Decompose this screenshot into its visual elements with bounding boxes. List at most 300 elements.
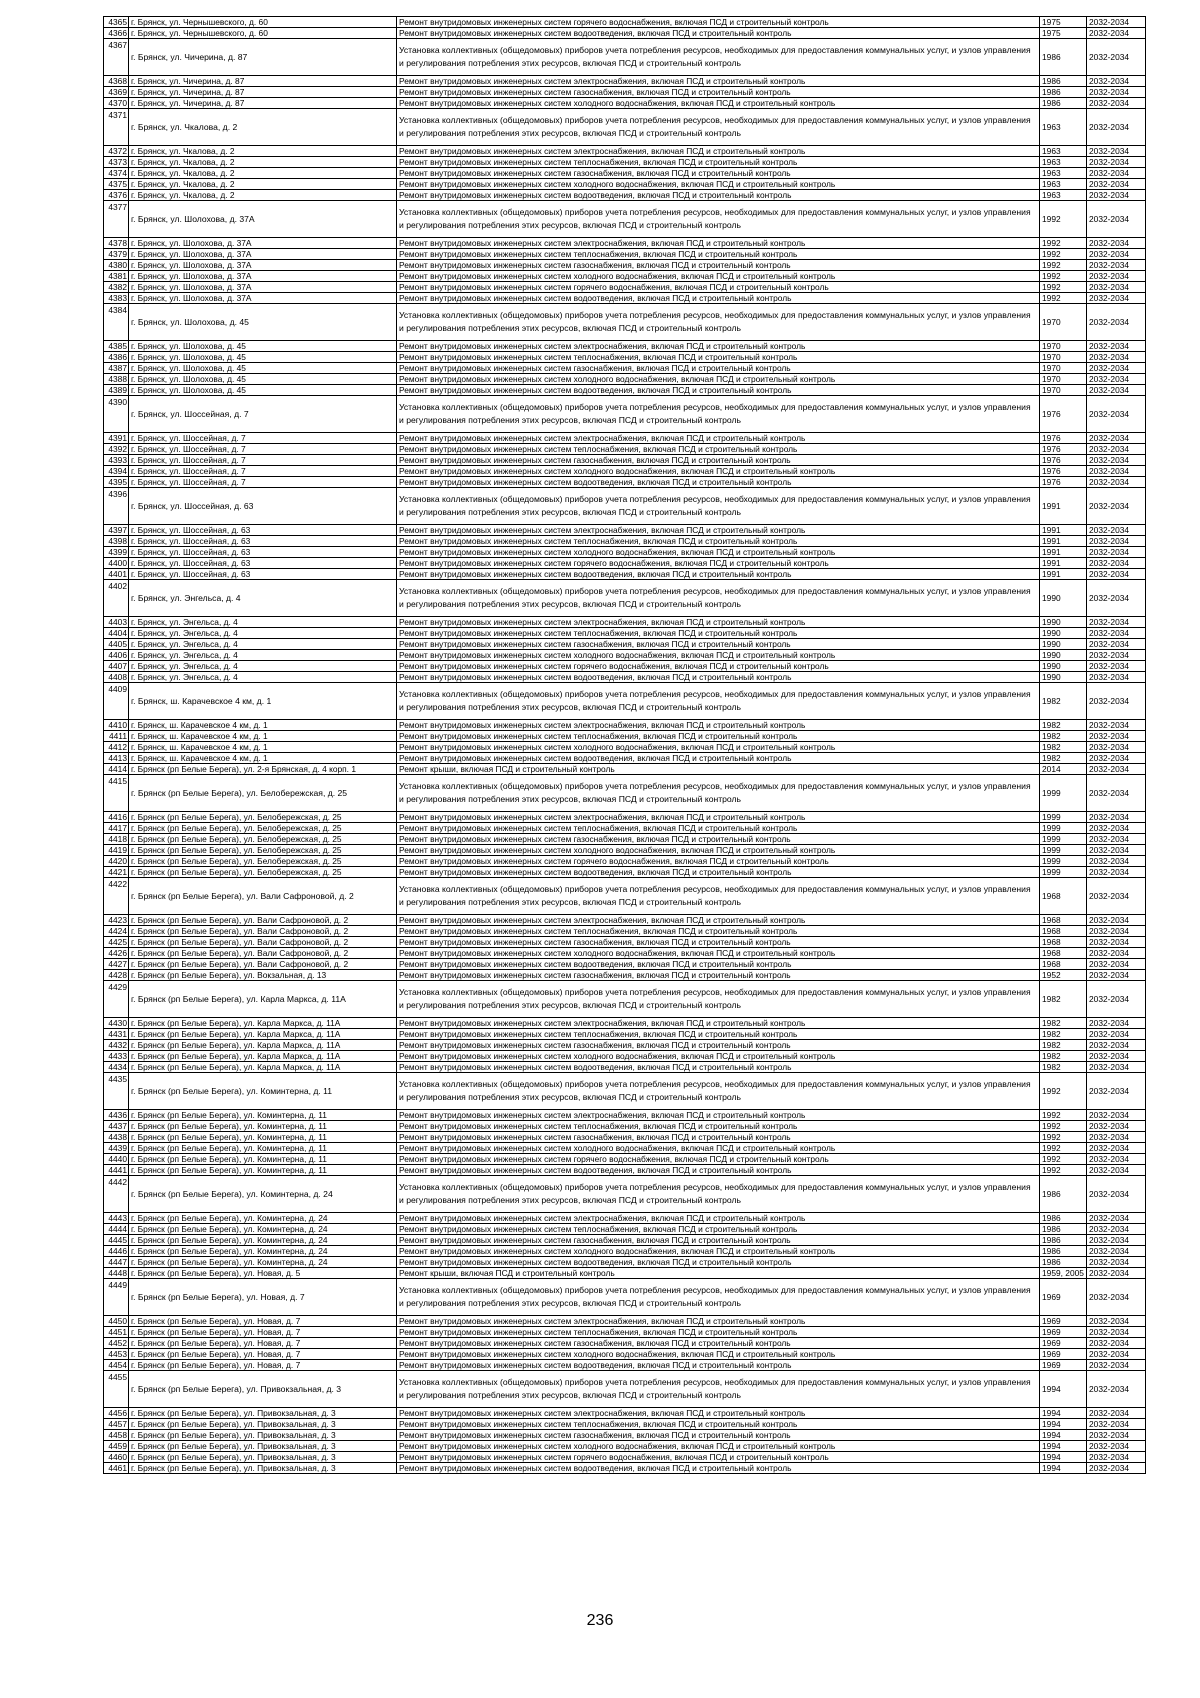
row-number: 4453 xyxy=(104,1349,129,1360)
planned-period-cell: 2032-2034 xyxy=(1087,282,1146,293)
table-row xyxy=(104,1224,1146,1235)
work-type-cell: Ремонт внутридомовых инженерных систем электроснабжения, включая ПСД и строительный контроль xyxy=(397,433,1040,444)
work-type-cell: Ремонт внутридомовых инженерных систем электроснабжения, включая ПСД и строительный контроль xyxy=(397,146,1040,157)
planned-period-cell: 2032-2034 xyxy=(1087,856,1146,867)
repair-schedule-table xyxy=(103,16,1146,1474)
planned-period-cell: 2032-2034 xyxy=(1087,1327,1146,1338)
table-row xyxy=(104,455,1146,466)
address-cell: г. Брянск, ул. Шолохова, д. 45 xyxy=(129,341,397,352)
address-cell: г. Брянск (рп Белые Берега), ул. Карла Маркса, д. 11А xyxy=(129,1051,397,1062)
work-type-cell: Ремонт внутридомовых инженерных систем холодного водоснабжения, включая ПСД и строительный контроль xyxy=(397,1441,1040,1452)
table-row xyxy=(104,1268,1146,1279)
planned-period-cell: 2032-2034 xyxy=(1087,341,1146,352)
construction-year-cell: 1976 xyxy=(1040,477,1087,488)
construction-year-cell: 1968 xyxy=(1040,937,1087,948)
construction-year-cell: 1976 xyxy=(1040,396,1087,433)
row-number: 4386 xyxy=(104,352,129,363)
row-number: 4459 xyxy=(104,1441,129,1452)
construction-year-cell: 1990 xyxy=(1040,617,1087,628)
address-cell: г. Брянск (рп Белые Берега), ул. Белобережская, д. 25 xyxy=(129,812,397,823)
construction-year-cell: 1994 xyxy=(1040,1408,1087,1419)
address-cell: г. Брянск (рп Белые Берега), ул. Новая, д. 7 xyxy=(129,1349,397,1360)
work-type-cell: Ремонт внутридомовых инженерных систем водоотведения, включая ПСД и строительный контроль xyxy=(397,1062,1040,1073)
construction-year-cell: 1968 xyxy=(1040,926,1087,937)
work-type-cell: Ремонт внутридомовых инженерных систем теплоснабжения, включая ПСД и строительный контроль xyxy=(397,1121,1040,1132)
planned-period-cell: 2032-2034 xyxy=(1087,948,1146,959)
construction-year-cell: 1982 xyxy=(1040,1040,1087,1051)
table-row xyxy=(104,1257,1146,1268)
row-number: 4445 xyxy=(104,1235,129,1246)
row-number: 4456 xyxy=(104,1408,129,1419)
row-number: 4401 xyxy=(104,569,129,580)
construction-year-cell: 1970 xyxy=(1040,363,1087,374)
construction-year-cell: 1969 xyxy=(1040,1316,1087,1327)
table-row xyxy=(104,775,1146,812)
row-number: 4393 xyxy=(104,455,129,466)
table-row xyxy=(104,190,1146,201)
address-cell: г. Брянск, ул. Энгельса, д. 4 xyxy=(129,617,397,628)
table-row xyxy=(104,937,1146,948)
address-cell: г. Брянск, ул. Шоссейная, д. 7 xyxy=(129,444,397,455)
construction-year-cell: 1992 xyxy=(1040,1143,1087,1154)
construction-year-cell: 1976 xyxy=(1040,466,1087,477)
address-cell: г. Брянск, ш. Карачевское 4 км, д. 1 xyxy=(129,731,397,742)
planned-period-cell: 2032-2034 xyxy=(1087,1051,1146,1062)
address-cell: г. Брянск, ул. Шоссейная, д. 63 xyxy=(129,558,397,569)
planned-period-cell: 2032-2034 xyxy=(1087,1121,1146,1132)
construction-year-cell: 1986 xyxy=(1040,39,1087,76)
address-cell: г. Брянск (рп Белые Берега), ул. Привокзальная, д. 3 xyxy=(129,1408,397,1419)
table-row xyxy=(104,720,1146,731)
address-cell: г. Брянск, ул. Чкалова, д. 2 xyxy=(129,109,397,146)
construction-year-cell: 1992 xyxy=(1040,1154,1087,1165)
planned-period-cell: 2032-2034 xyxy=(1087,98,1146,109)
construction-year-cell: 1992 xyxy=(1040,1110,1087,1121)
planned-period-cell: 2032-2034 xyxy=(1087,352,1146,363)
construction-year-cell: 1991 xyxy=(1040,488,1087,525)
row-number: 4442 xyxy=(104,1176,129,1213)
row-number: 4398 xyxy=(104,536,129,547)
row-number: 4381 xyxy=(104,271,129,282)
planned-period-cell: 2032-2034 xyxy=(1087,926,1146,937)
construction-year-cell: 1982 xyxy=(1040,683,1087,720)
construction-year-cell: 1990 xyxy=(1040,650,1087,661)
work-type-cell: Ремонт внутридомовых инженерных систем газоснабжения, включая ПСД и строительный контроль xyxy=(397,363,1040,374)
table-row xyxy=(104,1463,1146,1474)
construction-year-cell: 1999 xyxy=(1040,775,1087,812)
construction-year-cell: 1990 xyxy=(1040,661,1087,672)
table-row xyxy=(104,1408,1146,1419)
row-number: 4419 xyxy=(104,845,129,856)
construction-year-cell: 1986 xyxy=(1040,1224,1087,1235)
work-type-cell: Ремонт внутридомовых инженерных систем холодного водоснабжения, включая ПСД и строительный контроль xyxy=(397,845,1040,856)
work-type-cell: Ремонт внутридомовых инженерных систем холодного водоснабжения, включая ПСД и строительный контроль xyxy=(397,1349,1040,1360)
construction-year-cell: 1994 xyxy=(1040,1441,1087,1452)
construction-year-cell: 1969 xyxy=(1040,1360,1087,1371)
row-number: 4392 xyxy=(104,444,129,455)
table-row xyxy=(104,109,1146,146)
row-number: 4414 xyxy=(104,764,129,775)
address-cell: г. Брянск (рп Белые Берега), ул. Коминтерна, д. 24 xyxy=(129,1176,397,1213)
row-number: 4403 xyxy=(104,617,129,628)
address-cell: г. Брянск (рп Белые Берега), ул. Вокзальная, д. 13 xyxy=(129,970,397,981)
table-row xyxy=(104,1018,1146,1029)
row-number: 4383 xyxy=(104,293,129,304)
row-number: 4373 xyxy=(104,157,129,168)
address-cell: г. Брянск, ш. Карачевское 4 км, д. 1 xyxy=(129,753,397,764)
planned-period-cell: 2032-2034 xyxy=(1087,536,1146,547)
work-type-cell: Ремонт внутридомовых инженерных систем холодного водоснабжения, включая ПСД и строительный контроль xyxy=(397,179,1040,190)
row-number: 4451 xyxy=(104,1327,129,1338)
planned-period-cell: 2032-2034 xyxy=(1087,1213,1146,1224)
table-row xyxy=(104,168,1146,179)
table-row xyxy=(104,352,1146,363)
construction-year-cell: 1991 xyxy=(1040,525,1087,536)
table-row xyxy=(104,1349,1146,1360)
table-row xyxy=(104,363,1146,374)
table-row xyxy=(104,536,1146,547)
row-number: 4400 xyxy=(104,558,129,569)
row-number: 4455 xyxy=(104,1371,129,1408)
planned-period-cell: 2032-2034 xyxy=(1087,834,1146,845)
work-type-cell: Ремонт внутридомовых инженерных систем водоотведения, включая ПСД и строительный контроль xyxy=(397,385,1040,396)
work-type-cell: Ремонт внутридомовых инженерных систем водоотведения, включая ПСД и строительный контроль xyxy=(397,190,1040,201)
row-number: 4384 xyxy=(104,304,129,341)
table-row xyxy=(104,293,1146,304)
table-row xyxy=(104,1441,1146,1452)
row-number: 4416 xyxy=(104,812,129,823)
row-number: 4440 xyxy=(104,1154,129,1165)
construction-year-cell: 1968 xyxy=(1040,948,1087,959)
work-type-cell: Ремонт внутридомовых инженерных систем теплоснабжения, включая ПСД и строительный контроль xyxy=(397,249,1040,260)
address-cell: г. Брянск (рп Белые Берега), ул. Карла Маркса, д. 11А xyxy=(129,1062,397,1073)
address-cell: г. Брянск, ул. Шолохова, д. 37А xyxy=(129,271,397,282)
work-type-cell: Ремонт внутридомовых инженерных систем газоснабжения, включая ПСД и строительный контроль xyxy=(397,1040,1040,1051)
row-number: 4454 xyxy=(104,1360,129,1371)
table-row xyxy=(104,17,1146,28)
work-type-cell: Ремонт внутридомовых инженерных систем водоотведения, включая ПСД и строительный контроль xyxy=(397,569,1040,580)
table-row xyxy=(104,731,1146,742)
address-cell: г. Брянск (рп Белые Берега), ул. Карла Маркса, д. 11А xyxy=(129,1018,397,1029)
address-cell: г. Брянск, ул. Шолохова, д. 45 xyxy=(129,304,397,341)
work-type-cell: Ремонт внутридомовых инженерных систем холодного водоснабжения, включая ПСД и строительный контроль xyxy=(397,948,1040,959)
row-number: 4457 xyxy=(104,1419,129,1430)
row-number: 4377 xyxy=(104,201,129,238)
planned-period-cell: 2032-2034 xyxy=(1087,1316,1146,1327)
table-row xyxy=(104,628,1146,639)
planned-period-cell: 2032-2034 xyxy=(1087,293,1146,304)
row-number: 4412 xyxy=(104,742,129,753)
table-row xyxy=(104,76,1146,87)
work-type-cell: Установка коллективных (общедомовых) приборов учета потребления ресурсов, необходимых для предоставления коммунальных услуг, и узлов управления и регулирования потребления этих ресурсов, включая ПСД и строительный контроль xyxy=(397,1073,1040,1110)
row-number: 4422 xyxy=(104,878,129,915)
table-row xyxy=(104,1132,1146,1143)
work-type-cell: Ремонт внутридомовых инженерных систем водоотведения, включая ПСД и строительный контроль xyxy=(397,753,1040,764)
row-number: 4413 xyxy=(104,753,129,764)
table-row xyxy=(104,1327,1146,1338)
table-row xyxy=(104,959,1146,970)
construction-year-cell: 1994 xyxy=(1040,1430,1087,1441)
construction-year-cell: 1970 xyxy=(1040,352,1087,363)
table-row xyxy=(104,1029,1146,1040)
construction-year-cell: 1970 xyxy=(1040,304,1087,341)
address-cell: г. Брянск, ул. Шоссейная, д. 63 xyxy=(129,488,397,525)
work-type-cell: Ремонт крыши, включая ПСД и строительный контроль xyxy=(397,764,1040,775)
address-cell: г. Брянск, ул. Шолохова, д. 45 xyxy=(129,385,397,396)
table-row xyxy=(104,1051,1146,1062)
row-number: 4426 xyxy=(104,948,129,959)
address-cell: г. Брянск (рп Белые Берега), ул. Привокзальная, д. 3 xyxy=(129,1452,397,1463)
table-row xyxy=(104,812,1146,823)
table-row xyxy=(104,867,1146,878)
work-type-cell: Ремонт внутридомовых инженерных систем теплоснабжения, включая ПСД и строительный контроль xyxy=(397,352,1040,363)
planned-period-cell: 2032-2034 xyxy=(1087,1132,1146,1143)
planned-period-cell: 2032-2034 xyxy=(1087,753,1146,764)
table-row xyxy=(104,466,1146,477)
address-cell: г. Брянск, ш. Карачевское 4 км, д. 1 xyxy=(129,683,397,720)
table-row xyxy=(104,981,1146,1018)
planned-period-cell: 2032-2034 xyxy=(1087,1029,1146,1040)
row-number: 4408 xyxy=(104,672,129,683)
address-cell: г. Брянск (рп Белые Берега), ул. Коминтерна, д. 11 xyxy=(129,1073,397,1110)
table-row xyxy=(104,661,1146,672)
planned-period-cell: 2032-2034 xyxy=(1087,1452,1146,1463)
address-cell: г. Брянск (рп Белые Берега), ул. Новая, д. 7 xyxy=(129,1338,397,1349)
address-cell: г. Брянск, ул. Чичерина, д. 87 xyxy=(129,39,397,76)
table-row xyxy=(104,260,1146,271)
row-number: 4460 xyxy=(104,1452,129,1463)
construction-year-cell: 1990 xyxy=(1040,628,1087,639)
work-type-cell: Ремонт внутридомовых инженерных систем газоснабжения, включая ПСД и строительный контроль xyxy=(397,1430,1040,1441)
address-cell: г. Брянск (рп Белые Берега), ул. Вали Сафроновой, д. 2 xyxy=(129,959,397,970)
construction-year-cell: 1986 xyxy=(1040,76,1087,87)
work-type-cell: Ремонт внутридомовых инженерных систем теплоснабжения, включая ПСД и строительный контроль xyxy=(397,444,1040,455)
row-number: 4372 xyxy=(104,146,129,157)
work-type-cell: Ремонт внутридомовых инженерных систем электроснабжения, включая ПСД и строительный контроль xyxy=(397,1408,1040,1419)
work-type-cell: Ремонт внутридомовых инженерных систем электроснабжения, включая ПСД и строительный контроль xyxy=(397,617,1040,628)
table-row xyxy=(104,157,1146,168)
work-type-cell: Установка коллективных (общедомовых) приборов учета потребления ресурсов, необходимых для предоставления коммунальных услуг, и узлов управления и регулирования потребления этих ресурсов, включая ПСД и строительный контроль xyxy=(397,39,1040,76)
planned-period-cell: 2032-2034 xyxy=(1087,547,1146,558)
table-row xyxy=(104,1371,1146,1408)
table-row xyxy=(104,1143,1146,1154)
row-number: 4369 xyxy=(104,87,129,98)
row-number: 4402 xyxy=(104,580,129,617)
planned-period-cell: 2032-2034 xyxy=(1087,617,1146,628)
address-cell: г. Брянск (рп Белые Берега), ул. Вали Сафроновой, д. 2 xyxy=(129,926,397,937)
row-number: 4387 xyxy=(104,363,129,374)
row-number: 4421 xyxy=(104,867,129,878)
planned-period-cell: 2032-2034 xyxy=(1087,569,1146,580)
address-cell: г. Брянск (рп Белые Берега), ул. Привокзальная, д. 3 xyxy=(129,1419,397,1430)
address-cell: г. Брянск (рп Белые Берега), ул. Коминтерна, д. 11 xyxy=(129,1165,397,1176)
work-type-cell: Ремонт внутридомовых инженерных систем холодного водоснабжения, включая ПСД и строительный контроль xyxy=(397,650,1040,661)
table-row xyxy=(104,433,1146,444)
row-number: 4441 xyxy=(104,1165,129,1176)
row-number: 4391 xyxy=(104,433,129,444)
row-number: 4415 xyxy=(104,775,129,812)
construction-year-cell: 1969 xyxy=(1040,1338,1087,1349)
construction-year-cell: 1990 xyxy=(1040,672,1087,683)
work-type-cell: Ремонт внутридомовых инженерных систем холодного водоснабжения, включая ПСД и строительный контроль xyxy=(397,271,1040,282)
work-type-cell: Ремонт внутридомовых инженерных систем газоснабжения, включая ПСД и строительный контроль xyxy=(397,834,1040,845)
row-number: 4431 xyxy=(104,1029,129,1040)
construction-year-cell: 1992 xyxy=(1040,249,1087,260)
work-type-cell: Ремонт внутридомовых инженерных систем холодного водоснабжения, включая ПСД и строительный контроль xyxy=(397,374,1040,385)
row-number: 4418 xyxy=(104,834,129,845)
planned-period-cell: 2032-2034 xyxy=(1087,1360,1146,1371)
construction-year-cell: 1986 xyxy=(1040,87,1087,98)
construction-year-cell: 1982 xyxy=(1040,1051,1087,1062)
work-type-cell: Ремонт внутридомовых инженерных систем водоотведения, включая ПСД и строительный контроль xyxy=(397,293,1040,304)
address-cell: г. Брянск (рп Белые Берега), ул. Белобережская, д. 25 xyxy=(129,867,397,878)
table-row xyxy=(104,238,1146,249)
work-type-cell: Установка коллективных (общедомовых) приборов учета потребления ресурсов, необходимых для предоставления коммунальных услуг, и узлов управления и регулирования потребления этих ресурсов, включая ПСД и строительный контроль xyxy=(397,201,1040,238)
construction-year-cell: 1970 xyxy=(1040,341,1087,352)
planned-period-cell: 2032-2034 xyxy=(1087,168,1146,179)
table-row xyxy=(104,650,1146,661)
row-number: 4396 xyxy=(104,488,129,525)
construction-year-cell: 1976 xyxy=(1040,444,1087,455)
construction-year-cell: 1992 xyxy=(1040,260,1087,271)
planned-period-cell: 2032-2034 xyxy=(1087,720,1146,731)
row-number: 4420 xyxy=(104,856,129,867)
construction-year-cell: 1982 xyxy=(1040,753,1087,764)
work-type-cell: Ремонт внутридомовых инженерных систем электроснабжения, включая ПСД и строительный контроль xyxy=(397,525,1040,536)
planned-period-cell: 2032-2034 xyxy=(1087,1279,1146,1316)
address-cell: г. Брянск (рп Белые Берега), ул. Коминтерна, д. 11 xyxy=(129,1121,397,1132)
row-number: 4371 xyxy=(104,109,129,146)
work-type-cell: Установка коллективных (общедомовых) приборов учета потребления ресурсов, необходимых для предоставления коммунальных услуг, и узлов управления и регулирования потребления этих ресурсов, включая ПСД и строительный контроль xyxy=(397,304,1040,341)
construction-year-cell: 1992 xyxy=(1040,1073,1087,1110)
planned-period-cell: 2032-2034 xyxy=(1087,374,1146,385)
table-row xyxy=(104,580,1146,617)
address-cell: г. Брянск, ул. Чкалова, д. 2 xyxy=(129,179,397,190)
work-type-cell: Ремонт внутридомовых инженерных систем водоотведения, включая ПСД и строительный контроль xyxy=(397,1165,1040,1176)
table-row xyxy=(104,1213,1146,1224)
table-row xyxy=(104,845,1146,856)
row-number: 4436 xyxy=(104,1110,129,1121)
work-type-cell: Ремонт внутридомовых инженерных систем газоснабжения, включая ПСД и строительный контроль xyxy=(397,1338,1040,1349)
construction-year-cell: 1982 xyxy=(1040,720,1087,731)
document-page xyxy=(103,16,1145,1474)
table-row xyxy=(104,39,1146,76)
planned-period-cell: 2032-2034 xyxy=(1087,580,1146,617)
construction-year-cell: 1999 xyxy=(1040,823,1087,834)
planned-period-cell: 2032-2034 xyxy=(1087,477,1146,488)
table-row xyxy=(104,970,1146,981)
table-row xyxy=(104,271,1146,282)
planned-period-cell: 2032-2034 xyxy=(1087,764,1146,775)
work-type-cell: Ремонт внутридомовых инженерных систем холодного водоснабжения, включая ПСД и строительный контроль xyxy=(397,98,1040,109)
work-type-cell: Ремонт внутридомовых инженерных систем водоотведения, включая ПСД и строительный контроль xyxy=(397,1463,1040,1474)
row-number: 4427 xyxy=(104,959,129,970)
address-cell: г. Брянск (рп Белые Берега), ул. Коминтерна, д. 11 xyxy=(129,1132,397,1143)
address-cell: г. Брянск, ул. Шолохова, д. 37А xyxy=(129,201,397,238)
construction-year-cell: 1991 xyxy=(1040,547,1087,558)
row-number: 4368 xyxy=(104,76,129,87)
construction-year-cell: 1975 xyxy=(1040,28,1087,39)
planned-period-cell: 2032-2034 xyxy=(1087,1224,1146,1235)
table-row xyxy=(104,1452,1146,1463)
construction-year-cell: 1982 xyxy=(1040,731,1087,742)
construction-year-cell: 1969 xyxy=(1040,1327,1087,1338)
work-type-cell: Ремонт крыши, включая ПСД и строительный контроль xyxy=(397,1268,1040,1279)
row-number: 4439 xyxy=(104,1143,129,1154)
address-cell: г. Брянск (рп Белые Берега), ул. Коминтерна, д. 11 xyxy=(129,1110,397,1121)
planned-period-cell: 2032-2034 xyxy=(1087,867,1146,878)
work-type-cell: Установка коллективных (общедомовых) приборов учета потребления ресурсов, необходимых для предоставления коммунальных услуг, и узлов управления и регулирования потребления этих ресурсов, включая ПСД и строительный контроль xyxy=(397,580,1040,617)
address-cell: г. Брянск (рп Белые Берега), ул. Белобережская, д. 25 xyxy=(129,834,397,845)
address-cell: г. Брянск (рп Белые Берега), ул. Коминтерна, д. 24 xyxy=(129,1224,397,1235)
work-type-cell: Ремонт внутридомовых инженерных систем газоснабжения, включая ПСД и строительный контроль xyxy=(397,455,1040,466)
construction-year-cell: 1992 xyxy=(1040,271,1087,282)
row-number: 4385 xyxy=(104,341,129,352)
row-number: 4375 xyxy=(104,179,129,190)
address-cell: г. Брянск (рп Белые Берега), ул. Коминтерна, д. 11 xyxy=(129,1143,397,1154)
table-row xyxy=(104,1073,1146,1110)
table-row xyxy=(104,547,1146,558)
work-type-cell: Ремонт внутридомовых инженерных систем теплоснабжения, включая ПСД и строительный контроль xyxy=(397,731,1040,742)
table-row xyxy=(104,304,1146,341)
work-type-cell: Ремонт внутридомовых инженерных систем теплоснабжения, включая ПСД и строительный контроль xyxy=(397,157,1040,168)
address-cell: г. Брянск, ул. Чичерина, д. 87 xyxy=(129,98,397,109)
work-type-cell: Ремонт внутридомовых инженерных систем электроснабжения, включая ПСД и строительный контроль xyxy=(397,812,1040,823)
work-type-cell: Ремонт внутридомовых инженерных систем газоснабжения, включая ПСД и строительный контроль xyxy=(397,970,1040,981)
row-number: 4450 xyxy=(104,1316,129,1327)
table-row xyxy=(104,672,1146,683)
address-cell: г. Брянск, ул. Шолохова, д. 37А xyxy=(129,282,397,293)
planned-period-cell: 2032-2034 xyxy=(1087,249,1146,260)
row-number: 4380 xyxy=(104,260,129,271)
table-row xyxy=(104,617,1146,628)
address-cell: г. Брянск, ул. Шоссейная, д. 63 xyxy=(129,569,397,580)
work-type-cell: Ремонт внутридомовых инженерных систем водоотведения, включая ПСД и строительный контроль xyxy=(397,867,1040,878)
planned-period-cell: 2032-2034 xyxy=(1087,1268,1146,1279)
work-type-cell: Ремонт внутридомовых инженерных систем электроснабжения, включая ПСД и строительный контроль xyxy=(397,238,1040,249)
construction-year-cell: 1999 xyxy=(1040,834,1087,845)
address-cell: г. Брянск, ул. Шолохова, д. 45 xyxy=(129,363,397,374)
work-type-cell: Ремонт внутридомовых инженерных систем холодного водоснабжения, включая ПСД и строительный контроль xyxy=(397,742,1040,753)
row-number: 4448 xyxy=(104,1268,129,1279)
construction-year-cell: 1994 xyxy=(1040,1452,1087,1463)
row-number: 4428 xyxy=(104,970,129,981)
construction-year-cell: 1991 xyxy=(1040,569,1087,580)
planned-period-cell: 2032-2034 xyxy=(1087,179,1146,190)
construction-year-cell: 1992 xyxy=(1040,1121,1087,1132)
work-type-cell: Ремонт внутридомовых инженерных систем водоотведения, включая ПСД и строительный контроль xyxy=(397,28,1040,39)
planned-period-cell: 2032-2034 xyxy=(1087,1062,1146,1073)
planned-period-cell: 2032-2034 xyxy=(1087,775,1146,812)
row-number: 4409 xyxy=(104,683,129,720)
planned-period-cell: 2032-2034 xyxy=(1087,650,1146,661)
planned-period-cell: 2032-2034 xyxy=(1087,39,1146,76)
construction-year-cell: 1982 xyxy=(1040,1062,1087,1073)
table-row xyxy=(104,1062,1146,1073)
planned-period-cell: 2032-2034 xyxy=(1087,1408,1146,1419)
address-cell: г. Брянск (рп Белые Берега), ул. Карла Маркса, д. 11А xyxy=(129,1029,397,1040)
table-row xyxy=(104,282,1146,293)
planned-period-cell: 2032-2034 xyxy=(1087,190,1146,201)
address-cell: г. Брянск, ул. Чкалова, д. 2 xyxy=(129,168,397,179)
work-type-cell: Установка коллективных (общедомовых) приборов учета потребления ресурсов, необходимых для предоставления коммунальных услуг, и узлов управления и регулирования потребления этих ресурсов, включая ПСД и строительный контроль xyxy=(397,1176,1040,1213)
address-cell: г. Брянск, ул. Шоссейная, д. 7 xyxy=(129,477,397,488)
address-cell: г. Брянск (рп Белые Берега), ул. Новая, д. 7 xyxy=(129,1279,397,1316)
row-number: 4430 xyxy=(104,1018,129,1029)
row-number: 4379 xyxy=(104,249,129,260)
table-row xyxy=(104,1165,1146,1176)
construction-year-cell: 1992 xyxy=(1040,1165,1087,1176)
